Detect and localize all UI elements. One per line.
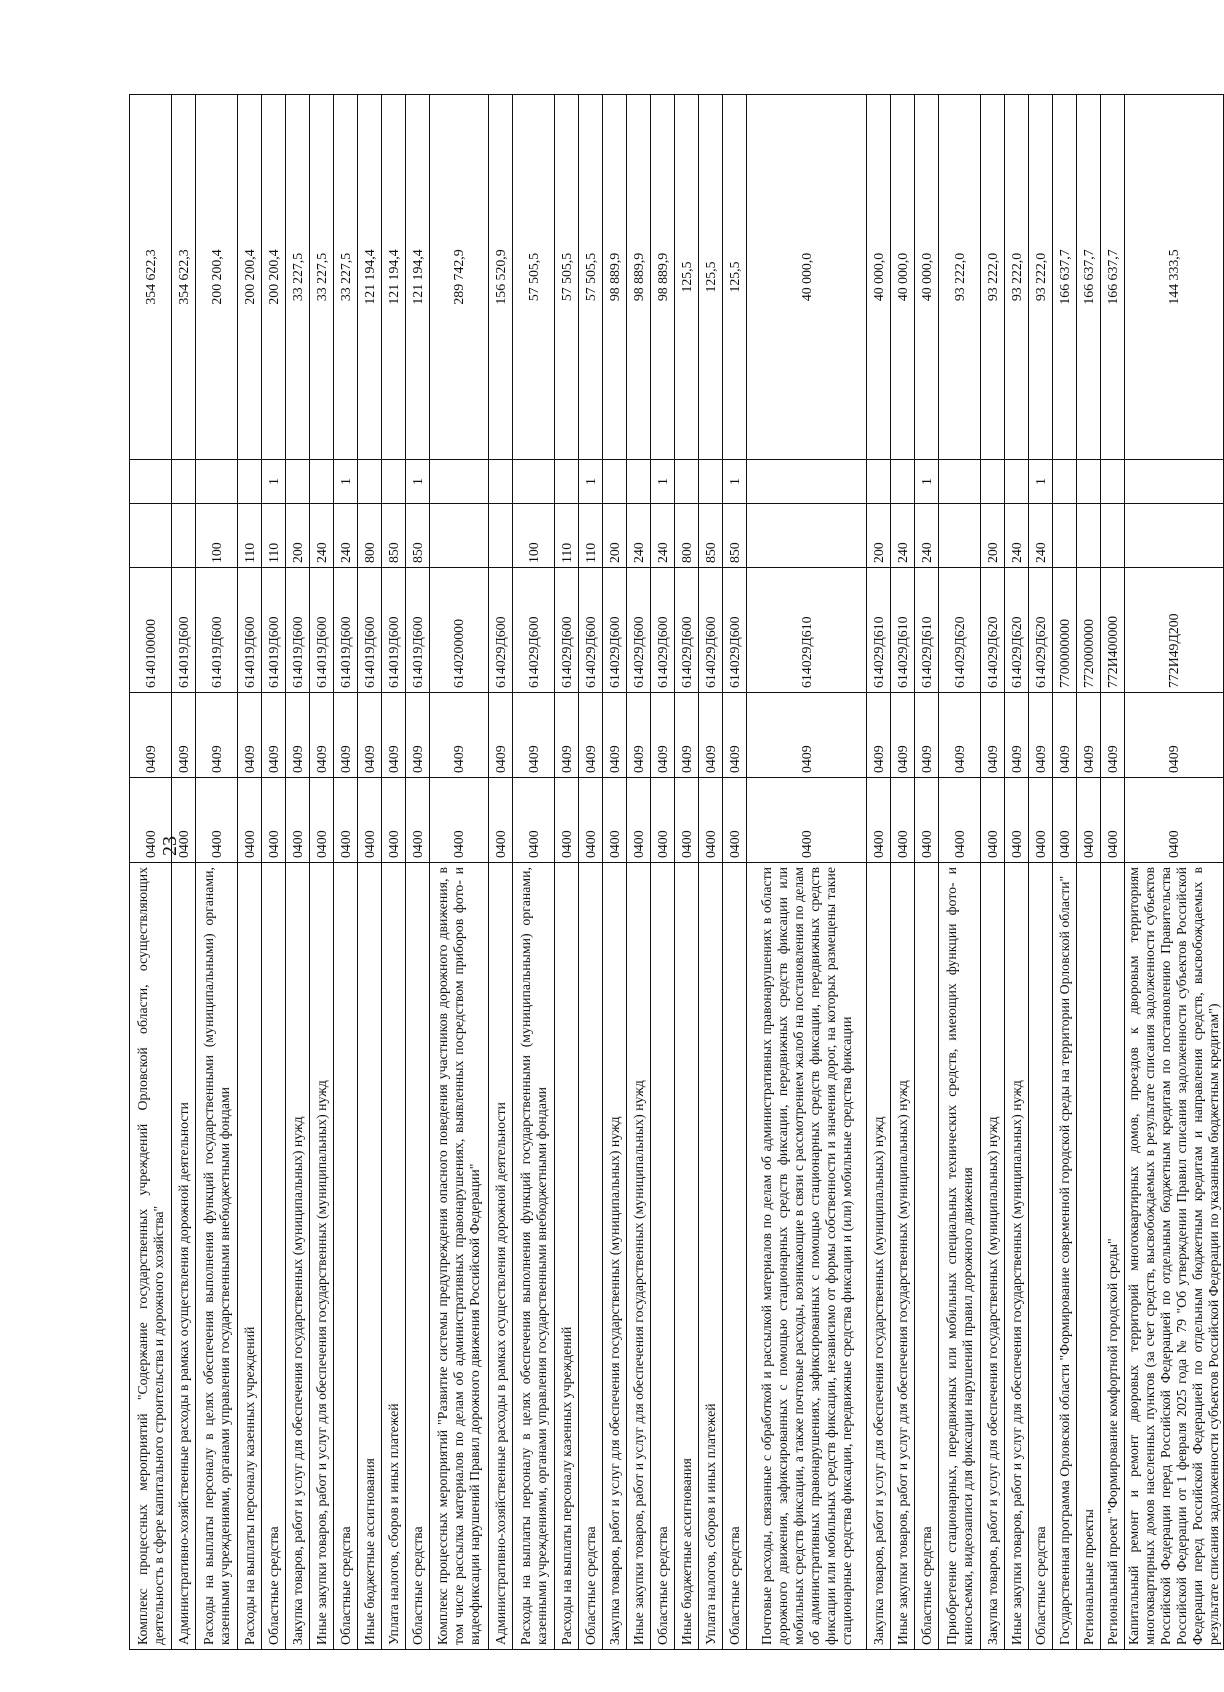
cell-csr: 772И400000	[1101, 568, 1125, 693]
cell-rz: 0400	[891, 778, 915, 863]
cell-csr: 614029Д600	[489, 568, 513, 693]
cell-sum: 166 637,7	[1101, 95, 1125, 460]
cell-csr: 614029Д610	[747, 568, 867, 693]
cell-sum: 40 000,0	[867, 95, 891, 460]
table-row	[723, 95, 747, 1650]
cell-pr: 0409	[382, 693, 406, 778]
cell-vr	[1077, 504, 1101, 568]
cell-pr: 0409	[699, 693, 723, 778]
cell-vr: 110	[579, 504, 603, 568]
cell-sum: 33 227,5	[286, 95, 310, 460]
cell-sum: 354 622,3	[172, 95, 196, 460]
budget-table	[129, 94, 1224, 1650]
cell-pl	[1101, 460, 1125, 504]
cell-pr: 0409	[579, 693, 603, 778]
cell-sum: 144 333,5	[1125, 95, 1224, 460]
cell-csr: 614019Д600	[196, 568, 238, 693]
cell-name: Государственная программа Орловской области "Формирование современной городской среды на территории Орловской области"	[1053, 863, 1077, 1650]
cell-rz: 0400	[651, 778, 675, 863]
cell-rz: 0400	[334, 778, 358, 863]
cell-pr: 0409	[891, 693, 915, 778]
cell-pr: 0409	[555, 693, 579, 778]
cell-pl	[699, 460, 723, 504]
cell-name: Областные средства	[579, 863, 603, 1650]
budget-table-body	[130, 95, 1224, 1650]
cell-pl	[430, 460, 489, 504]
cell-pl	[981, 460, 1005, 504]
table-row	[1029, 95, 1053, 1650]
cell-name: Иные бюджетные ассигнования	[358, 863, 382, 1650]
table-row	[1005, 95, 1029, 1650]
cell-pl	[1125, 460, 1224, 504]
cell-pr: 0409	[286, 693, 310, 778]
cell-pl: 1	[915, 460, 939, 504]
cell-rz: 0400	[747, 778, 867, 863]
table-row	[939, 95, 981, 1650]
cell-csr: 614029Д600	[675, 568, 699, 693]
cell-name: Закупка товаров, работ и услуг для обеспечения государственных (муниципальных) нужд	[867, 863, 891, 1650]
cell-sum: 98 889,9	[651, 95, 675, 460]
cell-pl	[867, 460, 891, 504]
table-row	[130, 95, 172, 1650]
cell-csr: 614029Д610	[867, 568, 891, 693]
cell-pl	[891, 460, 915, 504]
cell-rz: 0400	[915, 778, 939, 863]
cell-csr: 6140200000	[430, 568, 489, 693]
cell-rz: 0400	[358, 778, 382, 863]
cell-csr: 614019Д600	[382, 568, 406, 693]
cell-pr: 0409	[603, 693, 627, 778]
cell-name: Комплекс процессных мероприятий "Развитие системы предупреждения опасного поведения участников дорожного движения, в том числе рассылка материалов по делам об административных правонарушениях, выявленных посредством приборов фото- и видеофиксации нарушений Правил дорожного движения Российской Федерации"	[430, 863, 489, 1650]
cell-csr: 772И49Д200	[1125, 568, 1224, 693]
cell-pr: 0409	[651, 693, 675, 778]
cell-sum: 121 194,4	[358, 95, 382, 460]
cell-rz: 0400	[430, 778, 489, 863]
cell-vr	[1101, 504, 1125, 568]
cell-pr: 0409	[238, 693, 262, 778]
cell-name: Закупка товаров, работ и услуг для обеспечения государственных (муниципальных) нужд	[981, 863, 1005, 1650]
cell-pl	[358, 460, 382, 504]
cell-pr: 0409	[172, 693, 196, 778]
cell-rz: 0400	[1005, 778, 1029, 863]
cell-name: Иные закупки товаров, работ и услуг для обеспечения государственных (муниципальных) нужд	[627, 863, 651, 1650]
cell-csr: 614019Д600	[310, 568, 334, 693]
table-row	[286, 95, 310, 1650]
cell-pl	[627, 460, 651, 504]
cell-vr: 200	[603, 504, 627, 568]
cell-sum: 166 637,7	[1053, 95, 1077, 460]
cell-sum: 166 637,7	[1077, 95, 1101, 460]
cell-pr: 0409	[1029, 693, 1053, 778]
table-row	[867, 95, 891, 1650]
cell-pl	[675, 460, 699, 504]
cell-pr: 0409	[747, 693, 867, 778]
cell-pr: 0409	[675, 693, 699, 778]
cell-pr: 0409	[939, 693, 981, 778]
cell-vr: 240	[651, 504, 675, 568]
cell-sum: 289 742,9	[430, 95, 489, 460]
cell-name: Областные средства	[723, 863, 747, 1650]
cell-sum: 40 000,0	[747, 95, 867, 460]
table-row	[891, 95, 915, 1650]
cell-pr: 0409	[130, 693, 172, 778]
cell-csr: 614019Д600	[358, 568, 382, 693]
cell-pr: 0409	[430, 693, 489, 778]
cell-pl	[172, 460, 196, 504]
table-row	[334, 95, 358, 1650]
cell-rz: 0400	[489, 778, 513, 863]
cell-name: Административно-хозяйственные расходы в рамках осуществления дорожной деятельности	[172, 863, 196, 1650]
cell-sum: 125,5	[675, 95, 699, 460]
cell-pl: 1	[1029, 460, 1053, 504]
cell-csr: 614029Д600	[651, 568, 675, 693]
budget-table-container	[129, 95, 1221, 1650]
cell-pr: 0409	[489, 693, 513, 778]
cell-csr: 614029Д620	[981, 568, 1005, 693]
table-row	[310, 95, 334, 1650]
cell-vr	[1053, 504, 1077, 568]
cell-vr	[172, 504, 196, 568]
cell-vr: 240	[310, 504, 334, 568]
cell-pl	[555, 460, 579, 504]
cell-sum: 200 200,4	[262, 95, 286, 460]
cell-vr: 240	[334, 504, 358, 568]
table-row	[262, 95, 286, 1650]
cell-rz: 0400	[196, 778, 238, 863]
cell-pl: 1	[651, 460, 675, 504]
cell-rz: 0400	[1101, 778, 1125, 863]
cell-name: Иные закупки товаров, работ и услуг для обеспечения государственных (муниципальных) нужд	[891, 863, 915, 1650]
cell-name: Областные средства	[651, 863, 675, 1650]
cell-rz: 0400	[1125, 778, 1224, 863]
cell-vr	[430, 504, 489, 568]
cell-csr: 614019Д600	[286, 568, 310, 693]
cell-rz: 0400	[675, 778, 699, 863]
cell-sum: 93 222,0	[1029, 95, 1053, 460]
cell-pl: 1	[406, 460, 430, 504]
cell-pl	[196, 460, 238, 504]
cell-pl	[1005, 460, 1029, 504]
cell-name: Региональные проекты	[1077, 863, 1101, 1650]
cell-vr: 800	[675, 504, 699, 568]
cell-rz: 0400	[172, 778, 196, 863]
table-row	[699, 95, 723, 1650]
cell-sum: 200 200,4	[196, 95, 238, 460]
cell-sum: 93 222,0	[1005, 95, 1029, 460]
cell-rz: 0400	[981, 778, 1005, 863]
cell-sum: 125,5	[723, 95, 747, 460]
cell-vr	[130, 504, 172, 568]
cell-name: Капитальный ремонт и ремонт дворовых территорий многоквартирных домов, проездов к дворовым территориям многоквартирных домов населенных пунктов (за счет средств, высвобождаемых в результате списания задолженности субъектов Российской Федерации перед Российской Федерацией по отдельным бюджетным кредитам по постановлению Правительства Российской Федерации от 1 февраля 2025 года № 79 "Об утверждении Правил списания задолженности субъектов Российской Федерации перед Российской Федерацией по отдельным бюджетным кредитам и направления средств, высвобождаемых в результате списания задолженности субъектов Российской Федерации по указанным бюджетным кредитам")	[1125, 863, 1224, 1650]
table-row	[627, 95, 651, 1650]
cell-vr: 800	[358, 504, 382, 568]
cell-name: Региональный проект "Формирование комфортной городской среды"	[1101, 863, 1125, 1650]
cell-pr: 0409	[334, 693, 358, 778]
cell-vr	[747, 504, 867, 568]
cell-sum: 93 222,0	[939, 95, 981, 460]
cell-pl	[747, 460, 867, 504]
cell-pr: 0409	[196, 693, 238, 778]
cell-name: Областные средства	[915, 863, 939, 1650]
cell-name: Почтовые расходы, связанные с обработкой и рассылкой материалов по делам об административных правонарушениях в области дорожного движения, зафиксированных с помощью стационарных средств фиксации, передвижных средств фиксации или мобильных средств фиксации, а также почтовые расходы, возникающие в связи с рассмотрением жалоб на постановления по делам об административных правонарушениях, зафиксированных с помощью стационарных средств фиксации, передвижных средств фиксации или мобильных средств фиксации, независимо от формы собственности и значения дорог, на которых размещены такие стационарные средства фиксации, передвижные средства фиксации и (или) мобильные средства фиксации	[747, 863, 867, 1650]
cell-sum: 98 889,9	[627, 95, 651, 460]
cell-pl	[286, 460, 310, 504]
cell-vr: 100	[196, 504, 238, 568]
cell-pl	[310, 460, 334, 504]
cell-rz: 0400	[382, 778, 406, 863]
cell-csr: 614029Д610	[891, 568, 915, 693]
table-row	[513, 95, 555, 1650]
cell-pl	[603, 460, 627, 504]
table-row	[1077, 95, 1101, 1650]
cell-vr: 240	[915, 504, 939, 568]
cell-vr: 850	[382, 504, 406, 568]
cell-sum: 200 200,4	[238, 95, 262, 460]
cell-pr: 0409	[1101, 693, 1125, 778]
cell-sum: 33 227,5	[334, 95, 358, 460]
cell-csr: 7720000000	[1077, 568, 1101, 693]
cell-vr: 240	[1029, 504, 1053, 568]
cell-rz: 0400	[627, 778, 651, 863]
table-row	[981, 95, 1005, 1650]
cell-sum: 156 520,9	[489, 95, 513, 460]
cell-csr: 614029Д600	[555, 568, 579, 693]
table-row	[382, 95, 406, 1650]
table-row	[603, 95, 627, 1650]
cell-name: Областные средства	[1029, 863, 1053, 1650]
cell-pl	[238, 460, 262, 504]
cell-name: Комплекс процессных мероприятий "Содержание государственных учреждений Орловской области, осуществляющих деятельность в сфере капитального строительства и дорожного хозяйства"	[130, 863, 172, 1650]
table-row	[651, 95, 675, 1650]
cell-csr: 614029Д600	[723, 568, 747, 693]
cell-name: Расходы на выплаты персоналу в целях обеспечения выполнения функций государственными (муниципальными) органами, казенными учреждениями, органами управления государственными внебюджетными фондами	[513, 863, 555, 1650]
cell-sum: 121 194,4	[382, 95, 406, 460]
cell-rz: 0400	[406, 778, 430, 863]
cell-pr: 0409	[310, 693, 334, 778]
cell-name: Расходы на выплаты персоналу в целях обеспечения выполнения функций государственными (муниципальными) органами, казенными учреждениями, органами управления государственными внебюджетными фондами	[196, 863, 238, 1650]
cell-vr: 850	[406, 504, 430, 568]
cell-pl: 1	[334, 460, 358, 504]
cell-pr: 0409	[1077, 693, 1101, 778]
cell-csr: 614029Д610	[915, 568, 939, 693]
cell-csr: 614029Д600	[579, 568, 603, 693]
table-row	[675, 95, 699, 1650]
cell-vr: 200	[981, 504, 1005, 568]
table-row	[555, 95, 579, 1650]
cell-rz: 0400	[867, 778, 891, 863]
cell-vr: 100	[513, 504, 555, 568]
cell-pr: 0409	[358, 693, 382, 778]
cell-vr: 110	[262, 504, 286, 568]
cell-vr	[1125, 504, 1224, 568]
cell-csr: 7700000000	[1053, 568, 1077, 693]
cell-pl	[513, 460, 555, 504]
cell-rz: 0400	[723, 778, 747, 863]
cell-pr: 0409	[867, 693, 891, 778]
cell-pr: 0409	[1053, 693, 1077, 778]
cell-rz: 0400	[262, 778, 286, 863]
cell-csr: 614029Д600	[627, 568, 651, 693]
cell-name: Закупка товаров, работ и услуг для обеспечения государственных (муниципальных) нужд	[286, 863, 310, 1650]
cell-rz: 0400	[1077, 778, 1101, 863]
cell-rz: 0400	[130, 778, 172, 863]
cell-name: Расходы на выплаты персоналу казенных учреждений	[238, 863, 262, 1650]
cell-vr: 240	[627, 504, 651, 568]
cell-csr: 614019Д600	[238, 568, 262, 693]
cell-pr: 0409	[1125, 693, 1224, 778]
cell-pr: 0409	[1005, 693, 1029, 778]
cell-pl	[939, 460, 981, 504]
cell-csr: 614029Д620	[939, 568, 981, 693]
cell-pr: 0409	[513, 693, 555, 778]
cell-sum: 121 194,4	[406, 95, 430, 460]
cell-pl	[1077, 460, 1101, 504]
cell-csr: 614029Д620	[1005, 568, 1029, 693]
cell-sum: 93 222,0	[981, 95, 1005, 460]
table-row	[1101, 95, 1125, 1650]
table-row	[172, 95, 196, 1650]
table-row	[747, 95, 867, 1650]
cell-sum: 57 505,5	[513, 95, 555, 460]
cell-vr: 850	[723, 504, 747, 568]
cell-vr: 850	[699, 504, 723, 568]
table-row	[1125, 95, 1224, 1650]
table-row	[1053, 95, 1077, 1650]
cell-csr: 614019Д600	[334, 568, 358, 693]
cell-pl: 1	[262, 460, 286, 504]
cell-sum: 57 505,5	[579, 95, 603, 460]
table-row	[196, 95, 238, 1650]
cell-vr: 240	[1005, 504, 1029, 568]
cell-vr: 240	[891, 504, 915, 568]
cell-rz: 0400	[513, 778, 555, 863]
cell-csr: 614029Д600	[603, 568, 627, 693]
cell-sum: 57 505,5	[555, 95, 579, 460]
cell-pr: 0409	[627, 693, 651, 778]
cell-rz: 0400	[238, 778, 262, 863]
cell-rz: 0400	[1053, 778, 1077, 863]
cell-rz: 0400	[1029, 778, 1053, 863]
table-row	[915, 95, 939, 1650]
cell-name: Областные средства	[262, 863, 286, 1650]
cell-rz: 0400	[939, 778, 981, 863]
table-row	[238, 95, 262, 1650]
cell-name: Иные бюджетные ассигнования	[675, 863, 699, 1650]
cell-vr: 200	[286, 504, 310, 568]
cell-pr: 0409	[915, 693, 939, 778]
cell-csr: 614019Д600	[406, 568, 430, 693]
cell-name: Областные средства	[406, 863, 430, 1650]
cell-name: Уплата налогов, сборов и иных платежей	[382, 863, 406, 1650]
table-row	[358, 95, 382, 1650]
table-row	[430, 95, 489, 1650]
cell-pr: 0409	[262, 693, 286, 778]
cell-rz: 0400	[310, 778, 334, 863]
cell-csr: 614019Д600	[262, 568, 286, 693]
cell-rz: 0400	[286, 778, 310, 863]
cell-vr: 200	[867, 504, 891, 568]
cell-name: Приобретение стационарных, передвижных или мобильных специальных технических средств, имеющих функции фото- и киносъемки, видеозаписи для фиксации нарушений правил дорожного движения	[939, 863, 981, 1650]
cell-vr: 110	[238, 504, 262, 568]
cell-pl	[1053, 460, 1077, 504]
cell-name: Областные средства	[334, 863, 358, 1650]
cell-sum: 40 000,0	[891, 95, 915, 460]
cell-pl: 1	[579, 460, 603, 504]
cell-csr: 614029Д620	[1029, 568, 1053, 693]
cell-rz: 0400	[699, 778, 723, 863]
cell-pr: 0409	[723, 693, 747, 778]
cell-sum: 354 622,3	[130, 95, 172, 460]
cell-rz: 0400	[555, 778, 579, 863]
cell-csr: 614019Д600	[172, 568, 196, 693]
cell-pr: 0409	[981, 693, 1005, 778]
cell-name: Расходы на выплаты персоналу казенных учреждений	[555, 863, 579, 1650]
cell-name: Иные закупки товаров, работ и услуг для обеспечения государственных (муниципальных) нужд	[310, 863, 334, 1650]
cell-csr: 6140100000	[130, 568, 172, 693]
cell-name: Закупка товаров, работ и услуг для обеспечения государственных (муниципальных) нужд	[603, 863, 627, 1650]
cell-rz: 0400	[603, 778, 627, 863]
cell-sum: 33 227,5	[310, 95, 334, 460]
cell-pr: 0409	[406, 693, 430, 778]
cell-pl: 1	[723, 460, 747, 504]
cell-csr: 614029Д600	[513, 568, 555, 693]
table-row	[579, 95, 603, 1650]
cell-name: Административно-хозяйственные расходы в рамках осуществления дорожной деятельности	[489, 863, 513, 1650]
table-row	[489, 95, 513, 1650]
cell-vr	[939, 504, 981, 568]
cell-pl	[130, 460, 172, 504]
cell-sum: 125,5	[699, 95, 723, 460]
cell-csr: 614029Д600	[699, 568, 723, 693]
cell-vr: 110	[555, 504, 579, 568]
cell-sum: 98 889,9	[603, 95, 627, 460]
cell-pl	[382, 460, 406, 504]
table-row	[406, 95, 430, 1650]
page-number: 23	[159, 836, 181, 856]
cell-sum: 40 000,0	[915, 95, 939, 460]
cell-rz: 0400	[579, 778, 603, 863]
cell-name: Уплата налогов, сборов и иных платежей	[699, 863, 723, 1650]
cell-vr	[489, 504, 513, 568]
cell-pl	[489, 460, 513, 504]
cell-name: Иные закупки товаров, работ и услуг для обеспечения государственных (муниципальных) нужд	[1005, 863, 1029, 1650]
